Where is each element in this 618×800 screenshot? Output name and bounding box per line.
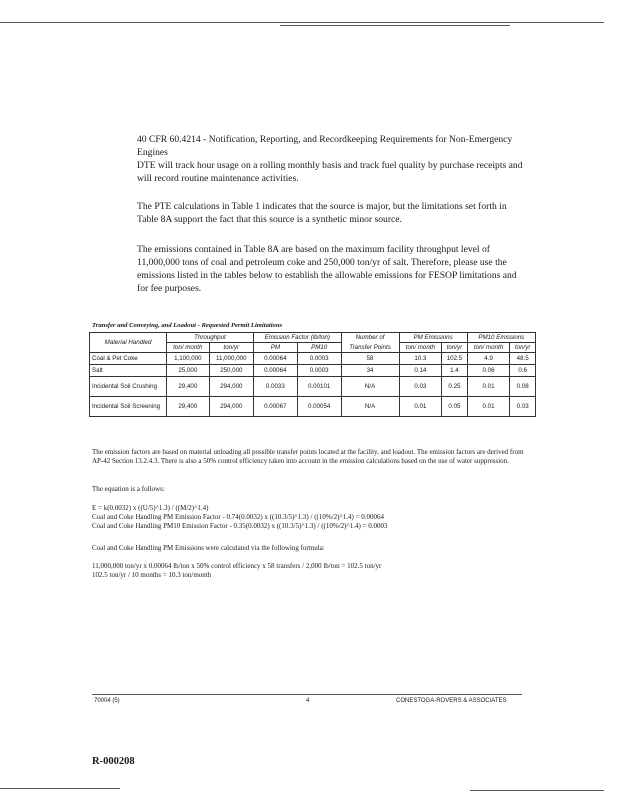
cell-pm10-yr: 0.6 bbox=[510, 365, 536, 377]
cell-transfer-points: 34 bbox=[341, 365, 399, 377]
cell-pm-yr: 0.05 bbox=[442, 397, 468, 417]
cell-ton-yr: 294,000 bbox=[209, 397, 253, 417]
cell-pm10-yr: 0.03 bbox=[510, 397, 536, 417]
table-row bbox=[90, 397, 536, 417]
cell-pm-yr: 1.4 bbox=[442, 365, 468, 377]
header-ef-pm10: PM10 bbox=[297, 343, 341, 353]
header-transfer-points: Transfer Points bbox=[341, 343, 399, 353]
footer-left: 70004 (5) bbox=[94, 698, 120, 704]
cell-ef-pm10: 0.00101 bbox=[297, 377, 341, 397]
cell-transfer-points: N/A bbox=[341, 397, 399, 417]
cell-pm-month: 0.01 bbox=[399, 397, 442, 417]
calc-intro: Coal and Coke Handling PM Emissions were calculated via the following formula: bbox=[92, 544, 325, 552]
header-material: Material Handled bbox=[90, 333, 167, 353]
regulation-body: DTE will track hour usage on a rolling monthly basis and track fuel quality by purchase receipts and will record routine maintenance activities. bbox=[137, 160, 523, 184]
cell-transfer-points: 58 bbox=[341, 353, 399, 365]
header-ton-yr: ton/yr bbox=[209, 343, 253, 353]
cell-ton-yr: 294,000 bbox=[209, 377, 253, 397]
cell-ef-pm10: 0.0003 bbox=[297, 353, 341, 365]
top-scan-line bbox=[0, 22, 604, 23]
calc-block bbox=[92, 562, 532, 580]
footer-rule bbox=[92, 694, 522, 695]
cell-pm10-yr: 0.08 bbox=[510, 377, 536, 397]
cell-ef-pm: 0.0033 bbox=[253, 377, 297, 397]
cell-pm10-month: 0.01 bbox=[467, 397, 510, 417]
header-emission-factor: Emission Factor (lb/ton) bbox=[253, 333, 341, 343]
pm10-factor-line: Coal and Coke Handling PM10 Emission Factor - 0.35(0.0032) x ((10.3/5)^1.3) / ((10%/2)^1.4) = 0.0003 bbox=[92, 522, 388, 530]
page-number: 4 bbox=[306, 698, 310, 704]
cell-pm10-month: 4.9 bbox=[467, 353, 510, 365]
cell-ton-yr: 250,000 bbox=[209, 365, 253, 377]
cell-ton-yr: 11,000,000 bbox=[209, 353, 253, 365]
equation-intro: The equation is a follows: bbox=[92, 485, 165, 493]
cell-ton-month: 1,100,000 bbox=[167, 353, 210, 365]
cell-material: Coal & Pet Coke bbox=[90, 353, 167, 365]
header-pm-ton-month: ton/ month bbox=[399, 343, 442, 353]
top-scan-line-short bbox=[280, 25, 510, 26]
emissions-paragraph: The emissions contained in Table 8A are based on the maximum facility throughput level of 11,000,000 tons of coal and petroleum coke and 250,000 ton/yr of salt. Therefore, please use the emissions listed in the tables below to establish the allowable emissions for FESOP limitations and for fee purposes. bbox=[137, 244, 517, 294]
header-pm-ton-yr: ton/yr bbox=[442, 343, 468, 353]
table-row bbox=[90, 353, 536, 365]
header-pm10-ton-month: ton/ month bbox=[467, 343, 510, 353]
cell-ton-month: 25,000 bbox=[167, 365, 210, 377]
cell-material: Incidental Soil Crushing bbox=[90, 377, 167, 397]
cell-pm10-month: 0.01 bbox=[467, 377, 510, 397]
header-ef-pm: PM bbox=[253, 343, 297, 353]
regulation-heading: 40 CFR 60.4214 - Notification, Reporting, and Recordkeeping Requirements for Non-Emergency Engines bbox=[137, 134, 513, 158]
calc-line-1: 11,000,000 ton/yr x 0.00064 lb/ton x 50% control efficiency x 58 transfers / 2,000 lb/ton = 102.5 ton/yr bbox=[92, 562, 382, 570]
header-pm-emissions: PM Emissions bbox=[399, 333, 467, 343]
table-row bbox=[90, 377, 536, 397]
calc-line-2: 102.5 ton/yr / 10 months = 10.3 ton/month bbox=[92, 571, 212, 579]
cell-ton-month: 29,400 bbox=[167, 377, 210, 397]
bottom-scan-line bbox=[0, 788, 120, 789]
cell-pm-month: 0.14 bbox=[399, 365, 442, 377]
cell-ton-month: 29,400 bbox=[167, 397, 210, 417]
equation-block bbox=[92, 504, 532, 531]
regulation-block bbox=[137, 133, 525, 185]
document-id: R-000208 bbox=[92, 756, 135, 767]
cell-ef-pm: 0.00067 bbox=[253, 397, 297, 417]
cell-pm10-yr: 48.5 bbox=[510, 353, 536, 365]
cell-pm10-month: 0.06 bbox=[467, 365, 510, 377]
cell-pm-yr: 102.5 bbox=[442, 353, 468, 365]
cell-pm-yr: 0.25 bbox=[442, 377, 468, 397]
header-pm10-emissions: PM10 Emissions bbox=[467, 333, 535, 343]
table-title: Transfer and Conveying, and Loadout - Requested Permit Limitations bbox=[92, 322, 283, 329]
pm-factor-line: Coal and Coke Handling PM Emission Factor - 0.74(0.0032) x ((10.3/5)^1.3) / ((10%/2)^1.4) = 0.00064 bbox=[92, 513, 385, 521]
emissions-table bbox=[89, 332, 536, 417]
header-number-of: Number of bbox=[341, 333, 399, 343]
cell-ef-pm: 0.00064 bbox=[253, 353, 297, 365]
pte-paragraph: The PTE calculations in Table 1 indicates that the source is major, but the limitations set forth in Table 8A support the fact that this source is a synthetic minor source. bbox=[137, 201, 507, 225]
cell-ef-pm10: 0.00054 bbox=[297, 397, 341, 417]
equation: E = k(0.0032) x ((U/5)^1.3) / ((M/2)^1.4) bbox=[92, 504, 209, 512]
cell-ef-pm: 0.00064 bbox=[253, 365, 297, 377]
cell-transfer-points: N/A bbox=[341, 377, 399, 397]
cell-material: Salt bbox=[90, 365, 167, 377]
header-ton-month: ton/ month bbox=[167, 343, 210, 353]
cell-material: Incidental Soil Screening bbox=[90, 397, 167, 417]
cell-pm-month: 10.3 bbox=[399, 353, 442, 365]
header-throughput: Throughput bbox=[167, 333, 254, 343]
cell-pm-month: 0.03 bbox=[399, 377, 442, 397]
cell-ef-pm10: 0.0003 bbox=[297, 365, 341, 377]
emission-factor-note: The emission factors are based on material unloading all possible transfer points located at the facility, and loadout. The emission factors are derived from AP-42 Section 13.2.4.3. There is also a 50% control efficiency taken into account in the emission calculations based on the use of water suppression. bbox=[92, 448, 524, 465]
table-row bbox=[90, 365, 536, 377]
footer-company: CONESTOGA-ROVERS & ASSOCIATES bbox=[396, 698, 507, 704]
header-pm10-ton-yr: ton/yr bbox=[510, 343, 536, 353]
bottom-scan-line-right bbox=[470, 790, 604, 791]
